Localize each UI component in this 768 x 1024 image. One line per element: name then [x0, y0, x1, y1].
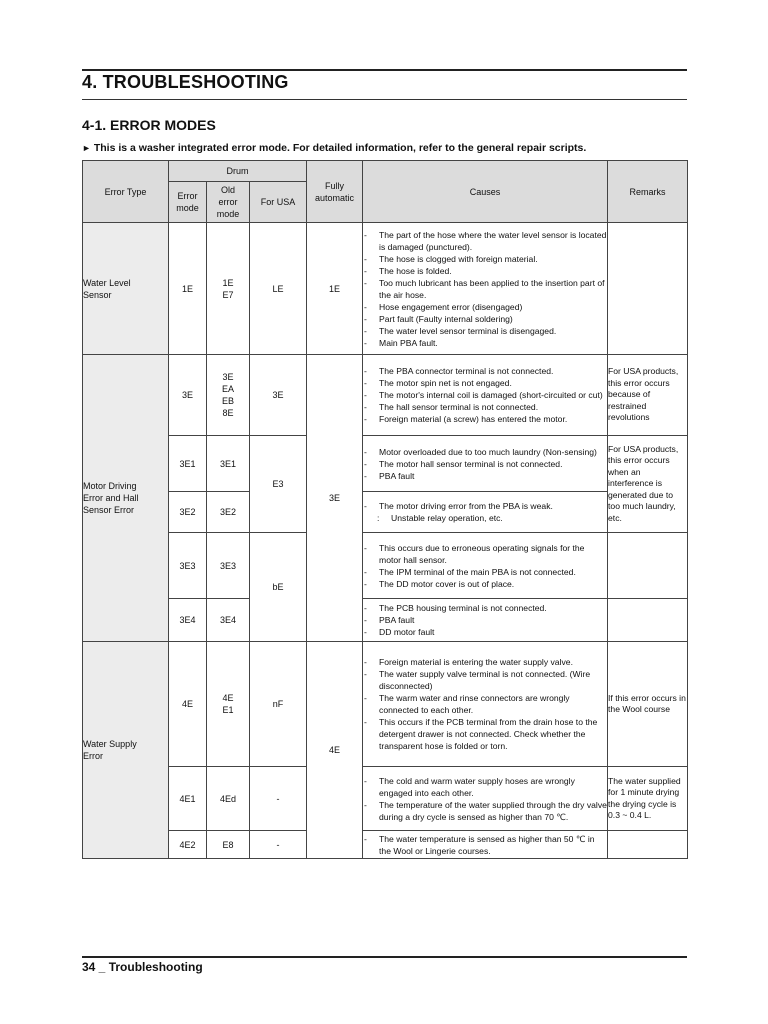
cause-item: - The part of the hose where the water level sensor is located is damaged (punctured).	[363, 229, 607, 253]
causes-cell	[363, 436, 608, 492]
error-modes-table	[82, 160, 688, 859]
usa-code-cell: nF	[250, 642, 307, 767]
cause-item: - DD motor fault	[363, 626, 607, 638]
fully-automatic-cell: 4E	[307, 642, 363, 859]
causes-cell	[363, 767, 608, 831]
error-mode-cell: 4E1	[169, 767, 207, 831]
error-type-cell: Motor Driving Error and Hall Sensor Error	[83, 355, 169, 642]
error-type-cell: Water Supply Error	[83, 642, 169, 859]
old-error-mode-cell: 3E3	[207, 533, 250, 599]
error-mode-cell: 3E4	[169, 599, 207, 642]
page-footer: 34 _ Troubleshooting	[82, 960, 203, 974]
cause-item: - The motor spin net is not engaged.	[363, 377, 607, 389]
error-mode-cell: 4E2	[169, 831, 207, 859]
usa-code-cell: bE	[250, 533, 307, 642]
remarks-cell: For USA products, this error occurs because of restrained revolutions	[608, 355, 688, 436]
causes-cell	[363, 492, 608, 533]
cause-item: - The motor's internal coil is damaged (short-circuited or cut)	[363, 389, 607, 401]
intro-note	[82, 142, 586, 154]
sub-cause-item: : Unstable relay operation, etc.	[363, 512, 607, 524]
error-mode-cell: 3E3	[169, 533, 207, 599]
cause-item: - Main PBA fault.	[363, 337, 607, 349]
causes-cell	[363, 599, 608, 642]
intro-text: This is a washer integrated error mode. For detailed information, refer to the general repair scripts.	[93, 142, 587, 154]
header-for-usa: For USA	[250, 182, 307, 223]
cause-item: - The motor hall sensor terminal is not connected.	[363, 458, 607, 470]
cause-item: - PBA fault	[363, 470, 607, 482]
cause-item: - Hose engagement error (disengaged)	[363, 301, 607, 313]
remarks-cell: If this error occurs in the Wool course	[608, 642, 688, 767]
remarks-cell	[608, 599, 688, 642]
old-error-mode-cell: E8	[207, 831, 250, 859]
fully-automatic-cell: 1E	[307, 223, 363, 355]
cause-item: - The motor driving error from the PBA is weak.	[363, 500, 607, 512]
cause-item: - Foreign material (a screw) has entered the motor.	[363, 413, 607, 425]
cause-item: - The water supply valve terminal is not connected. (Wire disconnected)	[363, 668, 607, 692]
old-error-mode-cell: 1E E7	[207, 223, 250, 355]
usa-code-cell: E3	[250, 436, 307, 533]
cause-item: - The hose is clogged with foreign material.	[363, 253, 607, 265]
cause-item: - The temperature of the water supplied through the dry valve during a dry cycle is sensed as higher than 70 ℃.	[363, 799, 607, 823]
cause-item: - The cold and warm water supply hoses are wrongly engaged into each other.	[363, 775, 607, 799]
table-row	[83, 492, 688, 533]
error-type-cell: Water Level Sensor	[83, 223, 169, 355]
cause-item: - This occurs if the PCB terminal from the drain hose to the detergent drawer is not connected. Check whether the transparent hose is folded or torn.	[363, 716, 607, 752]
cause-item: - The PBA connector terminal is not connected.	[363, 365, 607, 377]
causes-cell	[363, 223, 608, 355]
cause-item: - Too much lubricant has been applied to the insertion part of the air hose.	[363, 277, 607, 301]
section-title: 4-1. ERROR MODES	[82, 117, 216, 133]
table-row	[83, 355, 688, 436]
table-row	[83, 436, 688, 492]
error-mode-cell: 1E	[169, 223, 207, 355]
cause-item: - The water level sensor terminal is disengaged.	[363, 325, 607, 337]
old-error-mode-cell: 3E2	[207, 492, 250, 533]
table-row	[83, 767, 688, 831]
remarks-cell: For USA products, this error occurs when an interference is generated due to too much laundry, etc.	[608, 436, 688, 533]
cause-item: - The water temperature is sensed as higher than 50 ℃ in the Wool or Lingerie courses.	[363, 833, 607, 857]
header-drum: Drum	[169, 161, 307, 182]
table-row	[83, 599, 688, 642]
header-old-error-mode: Old error mode	[207, 182, 250, 223]
remarks-cell	[608, 831, 688, 859]
footer-rule	[82, 956, 687, 958]
causes-cell	[363, 533, 608, 599]
table-row	[83, 533, 688, 599]
usa-code-cell: LE	[250, 223, 307, 355]
top-rule	[82, 69, 687, 71]
page-title: 4. TROUBLESHOOTING	[82, 72, 289, 92]
table-row	[83, 831, 688, 859]
cause-item: - The DD motor cover is out of place.	[363, 578, 607, 590]
title-rule	[82, 99, 687, 100]
old-error-mode-cell: 3E EA EB 8E	[207, 355, 250, 436]
old-error-mode-cell: 4E E1	[207, 642, 250, 767]
cause-item: - Foreign material is entering the water supply valve.	[363, 656, 607, 668]
error-mode-cell: 3E	[169, 355, 207, 436]
error-mode-cell: 4E	[169, 642, 207, 767]
old-error-mode-cell: 4Ed	[207, 767, 250, 831]
header-remarks: Remarks	[608, 161, 688, 223]
cause-item: - The hall sensor terminal is not connected.	[363, 401, 607, 413]
cause-item: - Part fault (Faulty internal soldering)	[363, 313, 607, 325]
remarks-cell	[608, 223, 688, 355]
cause-item: - The warm water and rinse connectors are wrongly connected to each other.	[363, 692, 607, 716]
usa-code-cell: -	[250, 831, 307, 859]
header-error-mode: Error mode	[169, 182, 207, 223]
old-error-mode-cell: 3E1	[207, 436, 250, 492]
remarks-cell	[608, 533, 688, 599]
error-mode-cell: 3E2	[169, 492, 207, 533]
pointer-arrow-icon: ►	[82, 143, 91, 153]
usa-code-cell: 3E	[250, 355, 307, 436]
cause-item: - PBA fault	[363, 614, 607, 626]
causes-cell	[363, 831, 608, 859]
cause-item: - Motor overloaded due to too much laundry (Non-sensing)	[363, 446, 607, 458]
error-mode-cell: 3E1	[169, 436, 207, 492]
table-row	[83, 223, 688, 355]
cause-item: - The PCB housing terminal is not connected.	[363, 602, 607, 614]
old-error-mode-cell: 3E4	[207, 599, 250, 642]
header-causes: Causes	[363, 161, 608, 223]
causes-cell	[363, 355, 608, 436]
fully-automatic-cell: 3E	[307, 355, 363, 642]
cause-item: - This occurs due to erroneous operating signals for the motor hall sensor.	[363, 542, 607, 566]
remarks-cell: The water supplied for 1 minute drying the drying cycle is 0.3 ~ 0.4 L.	[608, 767, 688, 831]
header-error-type: Error Type	[83, 161, 169, 223]
header-fully-automatic: Fully automatic	[307, 161, 363, 223]
cause-item: - The IPM terminal of the main PBA is not connected.	[363, 566, 607, 578]
usa-code-cell: -	[250, 767, 307, 831]
causes-cell	[363, 642, 608, 767]
header-row	[83, 161, 688, 182]
table-row	[83, 642, 688, 767]
cause-item: - The hose is folded.	[363, 265, 607, 277]
